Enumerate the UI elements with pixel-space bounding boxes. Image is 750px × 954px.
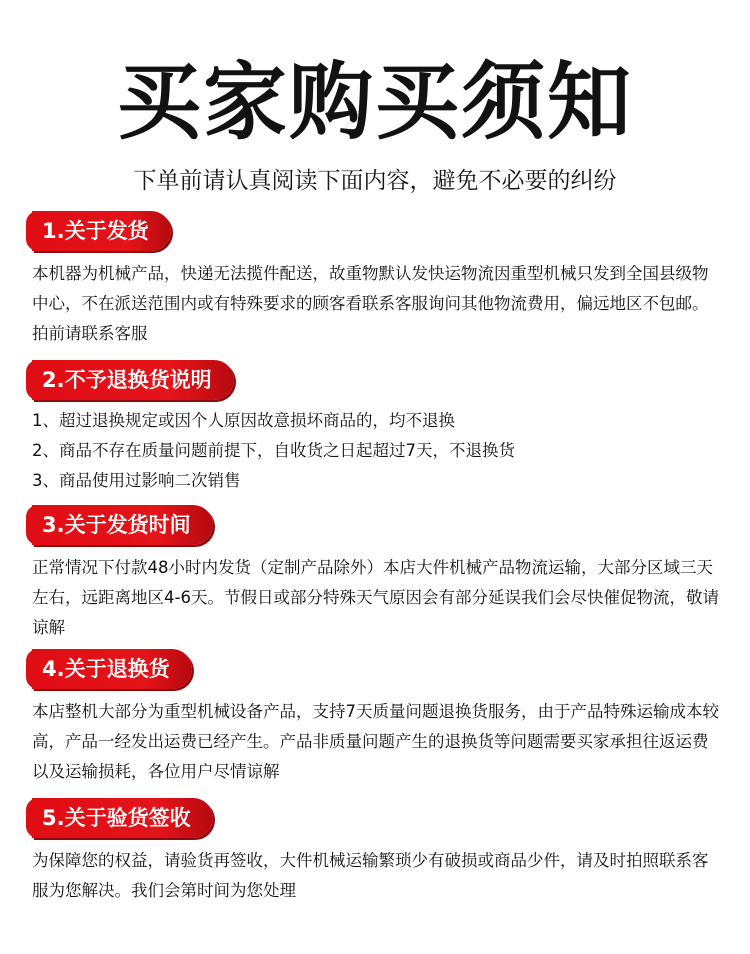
section-body: 本机器为机械产品，快递无法揽件配送，故重物默认发快运物流因重型机械只发到全国县级物中心，不在派送范围内或有特殊要求的顾客看联系客服询问其他物流费用，偏远地区不包邮。拍前请联系客服 — [32, 264, 709, 343]
page-subtitle: 下单前请认真阅读下面内容，避免不必要的纠纷 — [133, 168, 617, 194]
list-item: 2、商品不存在质量问题前提下，自收货之日起超过7天，不退换货 — [32, 441, 515, 460]
list-item: 1、超过退换规定或因个人原因故意损坏商品的，均不退换 — [32, 411, 455, 430]
no-return-list — [32, 406, 722, 496]
section-heading: 4.关于退换货 — [32, 649, 192, 689]
section-heading: 5.关于验货签收 — [32, 798, 213, 838]
section-body: 为保障您的权益，请验货再签收，大件机械运输繁琐少有破损或商品少件，请及时拍照联系客服为您解决。我们会第时间为您处理 — [32, 851, 709, 900]
section-body: 本店整机大部分为重型机械设备产品，支持7天质量问题退换货服务，由于产品特殊运输成本较高，产品一经发出运费已经产生。产品非质量问题产生的退换货等问题需要买家承担往返运费以及运输损耗，各位用户尽情谅解 — [32, 702, 719, 781]
section-heading: 3.关于发货时间 — [32, 505, 213, 545]
list-item: 3、商品使用过影响二次销售 — [32, 471, 241, 490]
page-title: 买家购买须知 — [116, 53, 633, 151]
section-body: 正常情况下付款48小时内发货（定制产品除外）本店大件机械产品物流运输，大部分区域三天左右，远距离地区4-6天。节假日或部分特殊天气原因会有部分延误我们会尽快催促物流，敬请谅解 — [32, 558, 719, 637]
section-heading: 1.关于发货 — [32, 211, 171, 251]
section-heading: 2.不予退换货说明 — [32, 360, 234, 400]
